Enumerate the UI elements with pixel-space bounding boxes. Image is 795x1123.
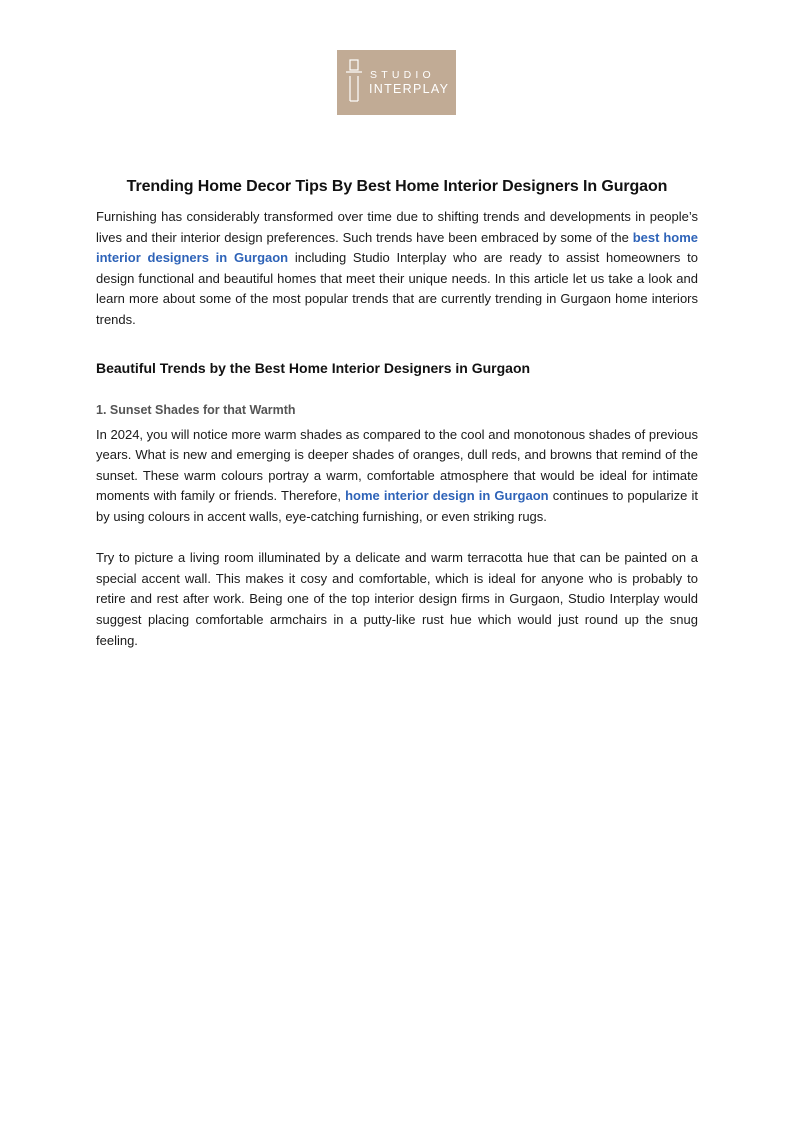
paragraph2-text-after-link: continues to popularize it by using colours in accent walls, eye-catching furnishing, or even striking rugs.	[96, 488, 698, 524]
logo-text-studio: STUDIO	[370, 69, 435, 81]
studio-interplay-logo	[337, 50, 456, 115]
subsection-heading: 1. Sunset Shades for that Warmth	[96, 402, 296, 417]
logo-text-interplay: INTERPLAY	[369, 82, 450, 96]
home-interior-design-link[interactable]: home interior design in Gurgaon	[345, 488, 549, 504]
living-room-paragraph: Try to picture a living room illuminated by a delicate and warm terracotta hue that can be painted on a special accent wall. This makes it cosy and comfortable, which is ideal for anyone who is probably to retire and rest after work. Being one of the top interior design firms in Gurgaon, Studio Interplay would suggest placing comfortable armchairs in a putty-like rust hue which would just round up the snug feeling.	[96, 550, 698, 648]
best-home-interior-designers-link[interactable]: best home interior designers in Gurgaon	[96, 229, 698, 266]
section-heading: Beautiful Trends by the Best Home Interior Designers in Gurgaon	[96, 359, 531, 376]
article-body	[96, 176, 698, 651]
intro-text-before-link: Furnishing has considerably transformed over time due to shifting trends and developments in people’s lives and their interior design preferences. Such trends have been embraced by some of the	[96, 209, 698, 245]
logo-mark-icon	[346, 59, 362, 105]
intro-paragraph	[96, 207, 698, 331]
sunset-shades-paragraph	[96, 425, 698, 528]
paragraph2-text-before-link: In 2024, you will notice more warm shades as compared to the cool and monotonous shades of previous years. What is new and emerging is deeper shades of oranges, dull reds, and browns that remind of the sunset. These warm colours portray a warm, comfortable atmosphere that would be ideal for intimate moments with family or friends. Therefore,	[96, 426, 698, 504]
intro-text-after-link: including Studio Interplay who are ready to assist homeowners to design functional and beautiful homes that meet their unique needs. In this article let us take a look and learn more about some of the most popular trends that are currently trending in Gurgaon home interiors trends.	[96, 250, 699, 327]
article-title: Trending Home Decor Tips By Best Home Interior Designers In Gurgaon	[126, 178, 668, 195]
